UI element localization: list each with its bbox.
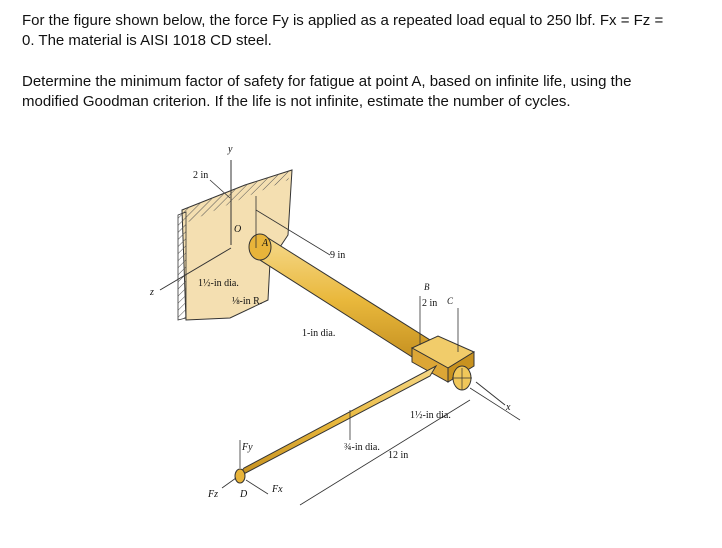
problem-line-2: 0. The material is AISI 1018 CD steel. [22, 32, 272, 49]
label-dia-right: 1½-in dia. [410, 410, 451, 421]
label-2in-right: 2 in [422, 298, 438, 309]
label-dia-left: 1½-in dia. [198, 278, 239, 289]
question-line-2: modified Goodman criterion. If the life is not infinite, estimate the number of cycles. [22, 93, 571, 110]
label-2in-top: 2 in [193, 170, 209, 181]
label-point-o: O [234, 224, 242, 235]
question-line-1: Determine the minimum factor of safety for fatigue at point A, based on infinite life, using the [22, 73, 632, 90]
label-x-axis: x [506, 402, 511, 413]
label-y-axis: y [228, 144, 233, 155]
label-radius: ⅛-in R. [232, 296, 263, 307]
label-point-c: C [447, 296, 454, 306]
label-9in: 9 in [330, 250, 346, 261]
label-point-b: B [424, 282, 430, 292]
label-point-d: D [240, 489, 248, 500]
label-force-fx: Fx [272, 484, 283, 495]
label-force-fz: Fz [208, 489, 218, 500]
label-z-axis: z [150, 287, 154, 298]
crank-block [412, 336, 474, 390]
label-12in: 12 in [388, 450, 409, 461]
problem-line-1: For the figure shown below, the force Fy is applied as a repeated load equal to 250 lbf. Fx = Fz = [22, 12, 664, 29]
cross-shaft [235, 366, 436, 483]
label-point-a: A [262, 238, 269, 249]
label-dia-small: ¾-in dia. [344, 442, 380, 453]
label-force-fy: Fy [242, 442, 253, 453]
label-dia-1in: 1-in dia. [302, 328, 336, 339]
